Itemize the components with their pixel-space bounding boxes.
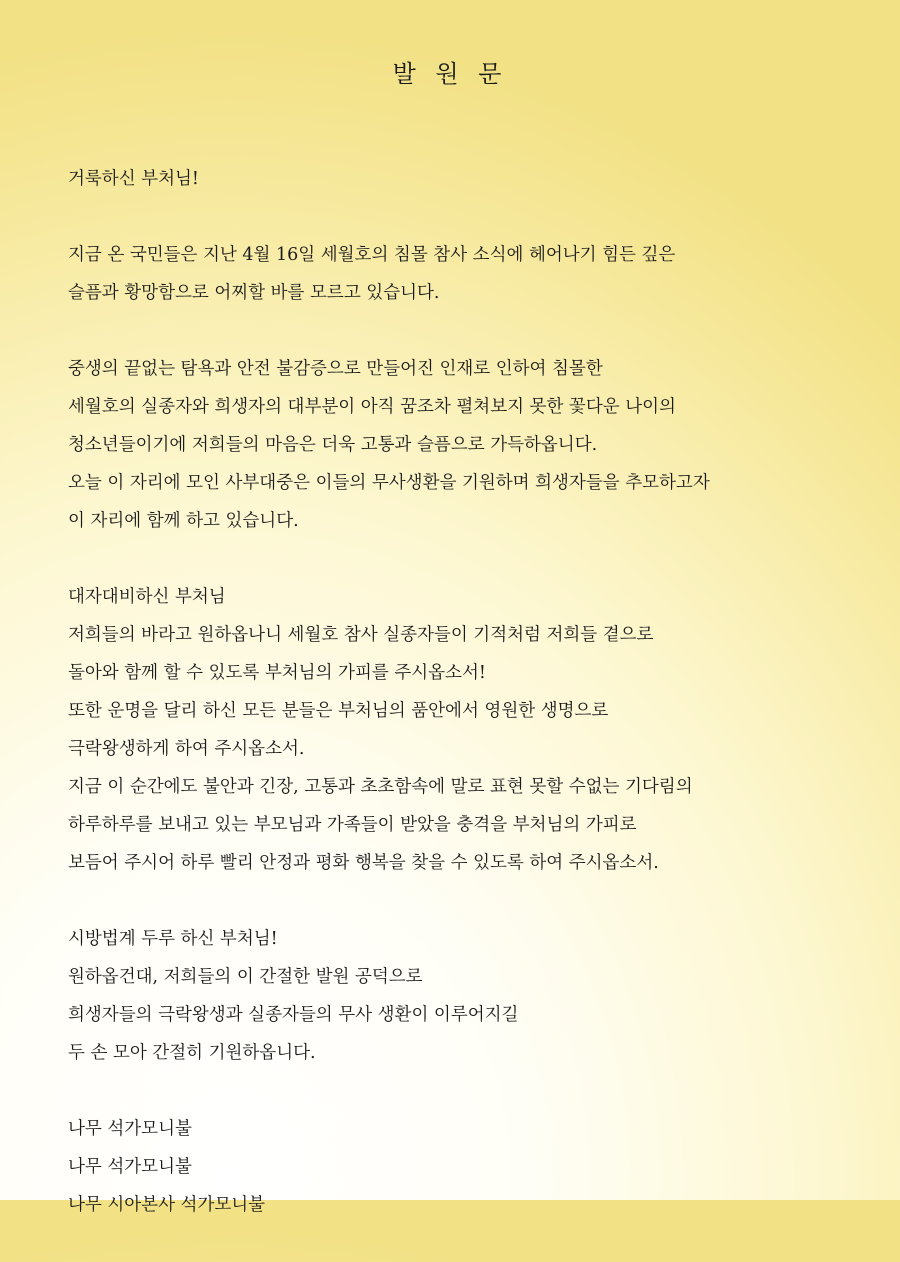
- text-line: 슬픔과 황망함으로 어찌할 바를 모르고 있습니다.: [68, 283, 440, 303]
- text-line: 보듬어 주시어 하루 빨리 안정과 평화 행복을 찾을 수 있도록 하여 주시옵소서.: [68, 853, 659, 873]
- text-line: 시방법계 두루 하신 부처님!: [68, 929, 278, 949]
- text-line: 지금 온 국민들은 지난 4월 16일 세월호의 침몰 참사 소식에 헤어나기 힘든 깊은: [68, 245, 676, 265]
- text-line: 돌아와 함께 할 수 있도록 부처님의 가피를 주시옵소서!: [68, 663, 486, 683]
- text-line: 또한 운명을 달리 하신 모든 분들은 부처님의 품안에서 영원한 생명으로: [68, 701, 609, 721]
- document-body: [68, 160, 868, 1262]
- text-line: 중생의 끝없는 탐욕과 안전 불감증으로 만들어진 인재로 인하여 침몰한: [68, 359, 603, 379]
- text-line: 하루하루를 보내고 있는 부모님과 가족들이 받았을 충격을 부처님의 가피로: [68, 815, 637, 835]
- text-line: 지금 이 순간에도 불안과 긴장, 고통과 초초함속에 말로 표현 못할 수없는 기다림의: [68, 777, 693, 797]
- text-line: 나무 석가모니불: [68, 1119, 192, 1139]
- paragraph-invocation: [68, 160, 868, 198]
- text-line: 극락왕생하게 하여 주시옵소서.: [68, 739, 305, 759]
- paragraph-petition: [68, 578, 868, 882]
- text-line: 오늘 이 자리에 모인 사부대중은 이들의 무사생환을 기원하며 희생자들을 추모하고자: [68, 473, 710, 493]
- text-line: 청소년들이기에 저희들의 마음은 더욱 고통과 슬픔으로 가득하옵니다.: [68, 435, 598, 455]
- document-title: 발 원 문: [392, 60, 508, 88]
- text-line: 거룩하신 부처님!: [68, 169, 199, 189]
- paragraph-closing-chant: [68, 1110, 868, 1224]
- text-line: 나무 시아본사 석가모니불: [68, 1195, 266, 1215]
- text-line: 두 손 모아 간절히 기원하옵니다.: [68, 1043, 316, 1063]
- text-line: 세월호의 실종자와 희생자의 대부분이 아직 꿈조차 펼쳐보지 못한 꽃다운 나이의: [68, 397, 676, 417]
- text-line: 이 자리에 함께 하고 있습니다.: [68, 511, 299, 531]
- paragraph-tragedy-news: [68, 236, 868, 312]
- paragraph-vow: [68, 920, 868, 1072]
- text-line: 나무 석가모니불: [68, 1157, 192, 1177]
- text-line: 저희들의 바라고 원하옵나니 세월호 참사 실종자들이 기적처럼 저희들 곁으로: [68, 625, 654, 645]
- text-line: 원하옵건대, 저희들의 이 간절한 발원 공덕으로: [68, 967, 423, 987]
- paragraph-grief: [68, 350, 868, 540]
- text-line: 대자대비하신 부처님: [68, 587, 226, 607]
- text-line: 희생자들의 극락왕생과 실종자들의 무사 생환이 이루어지길: [68, 1005, 519, 1025]
